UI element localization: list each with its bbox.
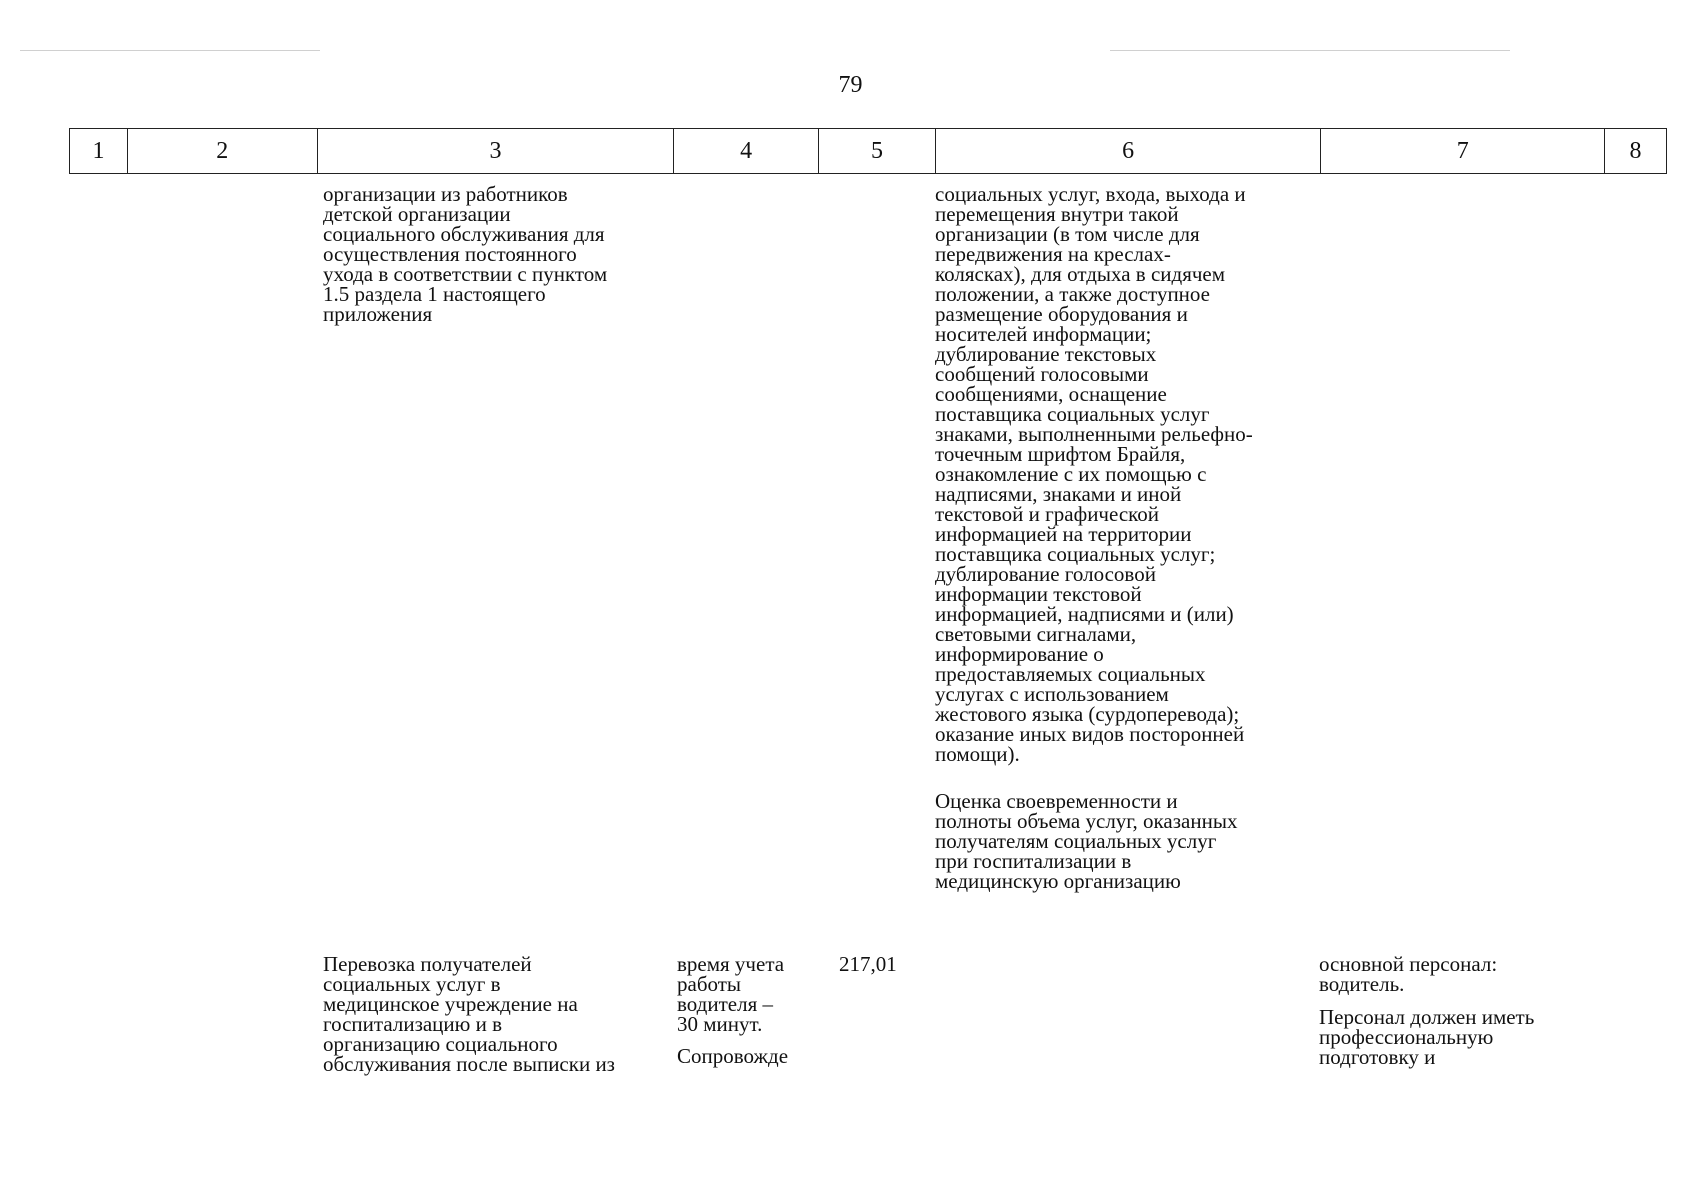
row2-col7-paragraph-2: Персонал должен иметь профессиональную подготовку и	[1319, 1005, 1535, 1069]
column-header-4: 4	[674, 129, 819, 173]
column-header-5: 5	[819, 129, 936, 173]
page-number: 79	[838, 72, 863, 98]
row1-col6-paragraph-2: Оценка своевременности и полноты объема услуг, оказанных получателям социальных услуг при госпитализации в медицинскую организацию	[935, 789, 1238, 893]
scan-artifact	[1110, 50, 1510, 51]
row1-col3-text: организации из работников детской организации социального обслуживания для осуществления постоянного ухода в соответствии с пунктом 1.5 раздела 1 настоящего приложения	[323, 182, 608, 326]
row1-col6-paragraph-1: социальных услуг, входа, выхода и перемещения внутри такой организации (в том числе для передвижения на креслах- колясках), для отдыха в сидячем положении, а также доступное размещение оборудования и носителей информации; дублирование текстовых сообщений голосовыми сообщениями, оснащение поставщика социальных услуг знаками, выполненными рельефно- точечным шрифтом Брайля, ознакомление с их помощью с надписями, знаками и иной текстовой и графической информацией на территории поставщика социальных услуг; дублирование голосовой информации текстовой информацией, надписями и (или) световыми сигналами, информирование о предоставляемых социальных услугах с использованием жестового языка (сурдоперевода); оказание иных видов посторонней помощи).	[935, 182, 1253, 766]
column-header-8: 8	[1629, 137, 1642, 164]
row2-col4-paragraph-2: Сопровожде	[677, 1044, 789, 1068]
row2-col4-paragraph-1: время учета работы водителя – 30 минут.	[677, 952, 785, 1036]
column-header-1: 1	[70, 129, 128, 173]
column-header-3: 3	[318, 129, 675, 173]
column-header-7: 7	[1321, 129, 1605, 173]
row2-col3-text: Перевозка получателей социальных услуг в медицинское учреждение на госпитализацию и в организацию социального обслуживания после выписки из	[323, 952, 615, 1076]
scan-artifact	[20, 50, 320, 51]
row2-col7-paragraph-1: основной персонал: водитель.	[1319, 952, 1498, 996]
table-header-row	[69, 128, 1667, 174]
column-header-6: 6	[936, 129, 1322, 173]
column-header-2: 2	[128, 129, 318, 173]
row2-col5-value: 217,01	[839, 952, 897, 976]
